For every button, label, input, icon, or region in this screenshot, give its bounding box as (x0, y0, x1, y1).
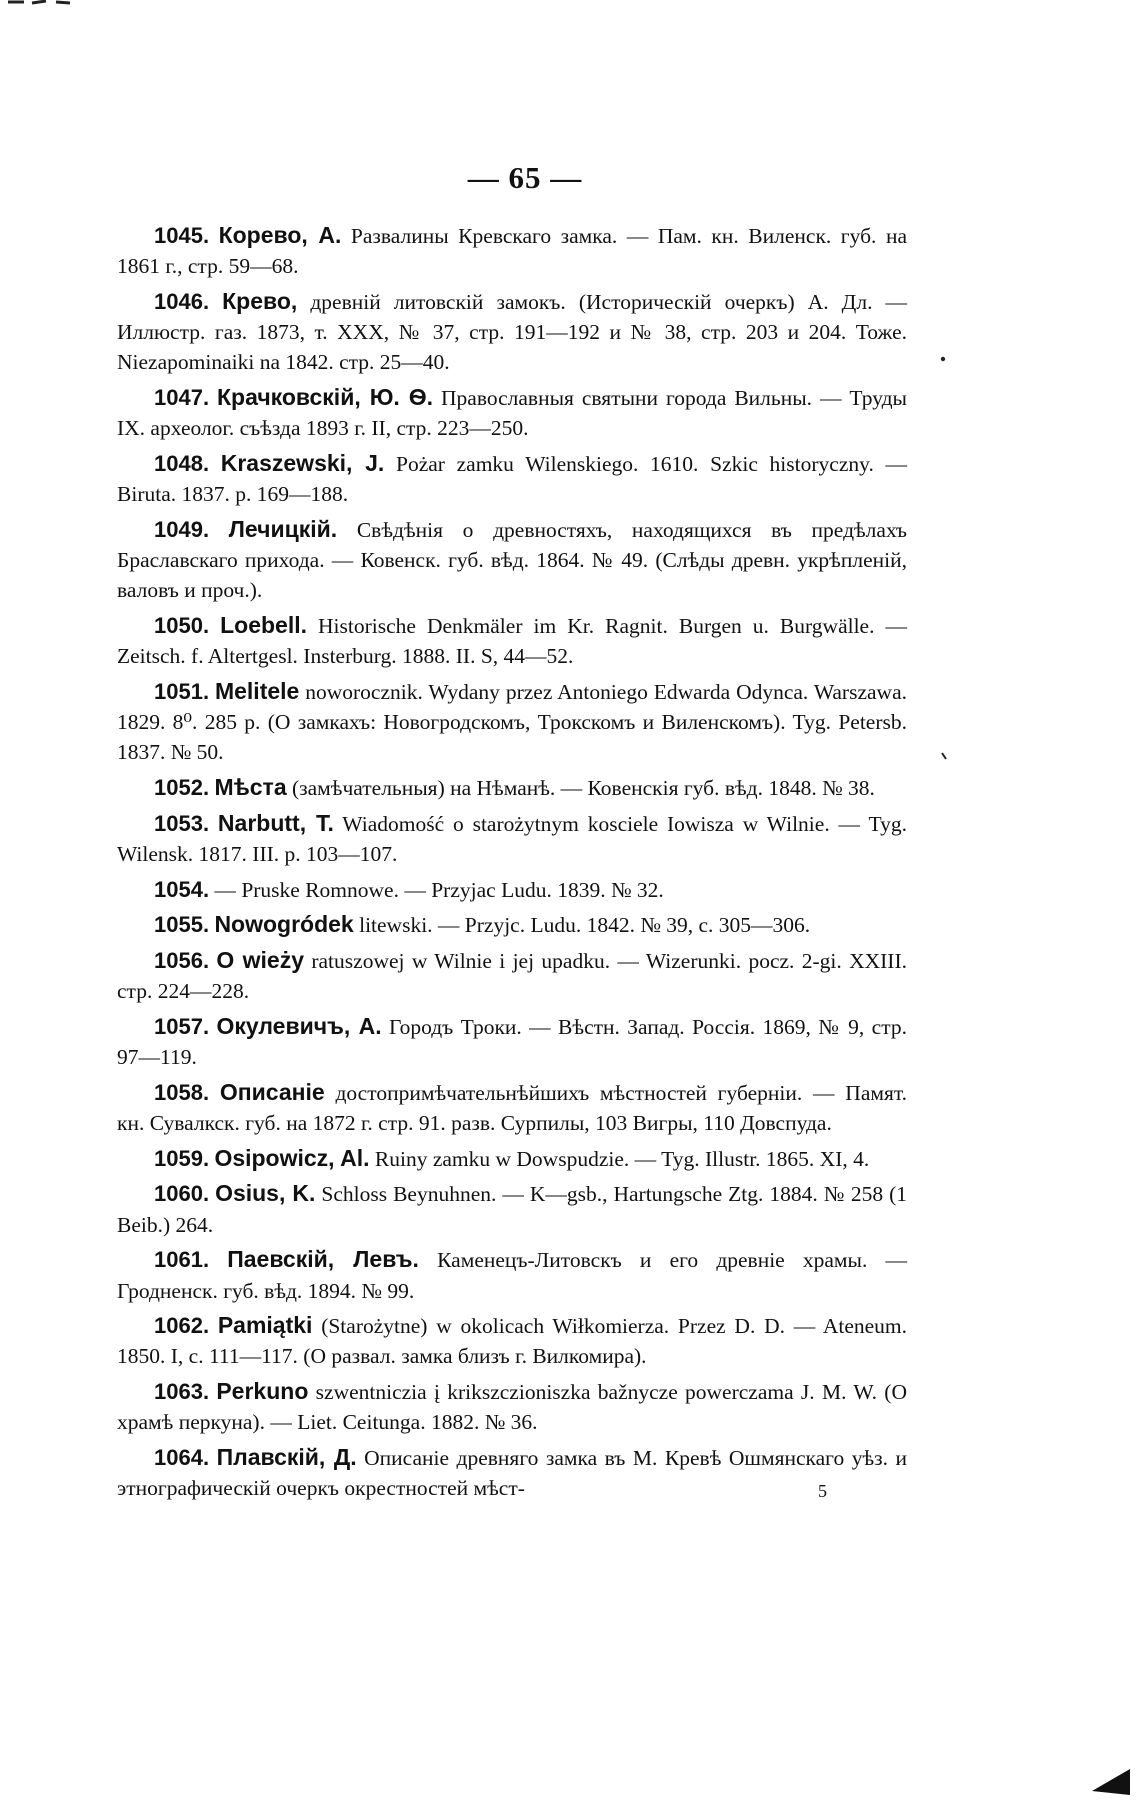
entry-number: 1062. (154, 1313, 210, 1339)
bibliography-entry (117, 676, 907, 768)
entry-heading: Osipowicz, Al. (214, 1144, 370, 1171)
signature-mark: 5 (818, 1481, 827, 1501)
entry-text: (Starożytne) w okolicach Wiłkomierza. Przez D. D. — Ateneum. 1850. I, с. 111—117. (О развал. замка близъ г. Вилкомира). (117, 1314, 908, 1369)
entry-heading: Kraszewski, J. (220, 449, 385, 476)
entry-heading: Narbutt, T. (217, 809, 334, 836)
entry-number: 1057. (154, 1013, 210, 1039)
bibliography-entry (117, 610, 907, 671)
bibliography-entry (117, 808, 907, 869)
entry-number: 1061. (154, 1247, 210, 1273)
entry-number: 1055. (154, 912, 210, 938)
entry-text: noworocznik. Wydany przez Antoniego Edwarda Odynca. Warszawa. 1829. 8⁰. 285 p. (О замкахъ: Новогродскомъ, Трокскомъ и Виленскомъ). Tyg. Petersb. 1837. № 50. (117, 679, 907, 765)
entry-heading: O wieży (216, 946, 305, 973)
entry-number: 1064. (154, 1445, 210, 1471)
bibliography-list (117, 220, 907, 1508)
bibliography-entry (117, 382, 907, 443)
bibliography-entry (117, 1143, 907, 1174)
entry-text: Ruiny zamku w Dowspudzie. — Tyg. Illustr. 1865. XI, 4. (369, 1146, 870, 1171)
entry-heading: Паевскій, Левъ. (227, 1246, 419, 1273)
entry-text: litewski. — Przyjc. Ludu. 1842. № 39, с. 305—306. (353, 913, 811, 938)
entry-text: Pożar zamku Wilenskiego. 1610. Szkic historyczny. — Biruta. 1837. p. 169—188. (117, 451, 908, 507)
bibliography-entry (117, 448, 907, 509)
entry-text: достопримѣчательнѣйшихъ мѣстностей губерніи. — Памят. кн. Сувалкск. губ. на 1872 г. стр. 91. разв. Сурпилы, 103 Вигры, 110 Довспуда. (117, 1080, 908, 1135)
entry-heading: Мѣста (214, 773, 287, 800)
entry-text: (замѣчательныя) на Нѣманѣ. — Ковенскія губ. вѣд. 1848. № 38. (286, 775, 875, 800)
entry-text: Каменецъ-Литовскъ и его древніе храмы. — Гродненск. губ. вѣд. 1894. № 99. (117, 1248, 907, 1303)
entry-number: 1046. (154, 288, 210, 314)
entry-text: Schloss Beynuhnen. — K—gsb., Hartungsche Ztg. 1884. № 258 (1 Beib.) 264. (117, 1182, 907, 1237)
entry-number: 1056. (154, 947, 210, 973)
entry-text: szwentniczia į krikszczioniszka bažnycze powerczama J. M. W. (О храмѣ перкуна). — Liet. Ceitunga. 1882. № 36. (117, 1380, 907, 1435)
entry-heading: Описаніе (219, 1078, 325, 1105)
bibliography-entry (117, 1011, 907, 1072)
entry-number: 1060. (154, 1181, 210, 1207)
entry-text: Свѣдѣнія о древностяхъ, находящихся въ предѣлахъ Браславскаго прихода. — Ковенск. губ. вѣд. 1864. № 49. (Слѣды древн. укрѣпленій, валовъ и проч.). (117, 517, 907, 603)
bibliography-entry (117, 514, 907, 606)
bibliography-entry (117, 945, 907, 1006)
entry-text: Historische Denkmäler im Kr. Ragnit. Burgen u. Burgwälle. — Zeitsch. f. Altertgesl. Insterburg. 1888. II. S, 44—52. (117, 613, 907, 669)
bibliography-entry (117, 1310, 907, 1371)
bibliography-entry (117, 772, 907, 803)
ink-mark-icon (6, 0, 86, 10)
bibliography-entry (117, 1376, 907, 1437)
entry-number: 1047. (154, 385, 210, 411)
entry-heading: Pamiątki (217, 1312, 313, 1339)
entry-text: Развалины Кревскаго замка. — Пам. кн. Виленск. губ. на 1861 г., стр. 59—68. (117, 224, 907, 279)
entry-heading: Osius, K. (215, 1180, 316, 1207)
entry-text: ratuszowej w Wilnie i jej upadku. — Wizerunki. pocz. 2-gi. XXIII. стр. 224—228. (117, 948, 907, 1004)
entry-heading: Nowogródek (214, 911, 354, 938)
entry-heading: Loebell. (220, 611, 307, 638)
entry-text: Описаніе древняго замка въ М. Кревѣ Ошмянскаго уѣз. и этнографическій очеркъ окрестностей мѣст- (117, 1446, 908, 1501)
entry-number: 1045. (154, 223, 210, 248)
entry-number: 1063. (154, 1379, 210, 1405)
entry-heading: Крачковскій, Ю. Ѳ. (217, 384, 434, 411)
entry-text: Wiadomość o starożytnym kosciele Iowisza w Wilnie. — Tyg. Wilensk. 1817. III. p. 103—107. (117, 811, 908, 866)
library-stamp-corner-icon (1090, 1765, 1130, 1795)
entry-number: 1054. (154, 876, 210, 902)
entry-text: Православныя святыни города Вильны. — Труды IX. археолог. съѣзда 1893 г. II, стр. 223—250. (117, 386, 907, 441)
entry-heading: Окулевичъ, А. (216, 1012, 382, 1039)
entry-heading: Плавскій, Д. (216, 1444, 357, 1471)
bibliography-entry (117, 1244, 907, 1305)
bibliography-entry (117, 1178, 907, 1239)
entry-number: 1053. (154, 810, 210, 836)
entry-number: 1051. (154, 678, 210, 704)
entry-number: 1058. (154, 1079, 210, 1105)
entry-heading: Крево, (222, 287, 298, 314)
entry-number: 1052. (154, 774, 210, 800)
page-number: — 65 — (467, 160, 583, 195)
entry-heading: Корево, А. (218, 222, 342, 248)
entry-text: древній литовскій замокъ. (Историческій очеркъ) А. Дл. — Иллюстр. газ. 1873, т. XXX, № 37, стр. 191—192 и № 38, стр. 203 и 204. Тоже. Niezapominaiki na 1842. стр. 25—40. (117, 289, 908, 375)
bibliography-entry (117, 909, 907, 940)
entry-number: 1050. (154, 612, 210, 638)
ink-dot-icon (940, 356, 946, 362)
bibliography-entry (117, 1442, 907, 1503)
entry-number: 1048. (154, 450, 210, 476)
bibliography-entry (117, 286, 907, 378)
entry-number: 1059. (154, 1145, 210, 1171)
entry-heading: Perkuno (216, 1378, 309, 1405)
bibliography-entry (117, 1077, 907, 1138)
entry-number: 1049. (154, 516, 210, 542)
entry-text: — Pruske Romnowe. — Przyjac Ludu. 1839. № 32. (214, 877, 664, 902)
entry-text: Городъ Троки. — Вѣстн. Запад. Россія. 1869, № 9, стр. 97—119. (117, 1014, 907, 1070)
bibliography-entry (117, 220, 907, 281)
entry-heading: Melitele (214, 677, 300, 704)
entry-heading: Лечицкій. (228, 515, 338, 542)
bibliography-entry (117, 874, 907, 905)
ink-comma-icon (941, 752, 947, 760)
